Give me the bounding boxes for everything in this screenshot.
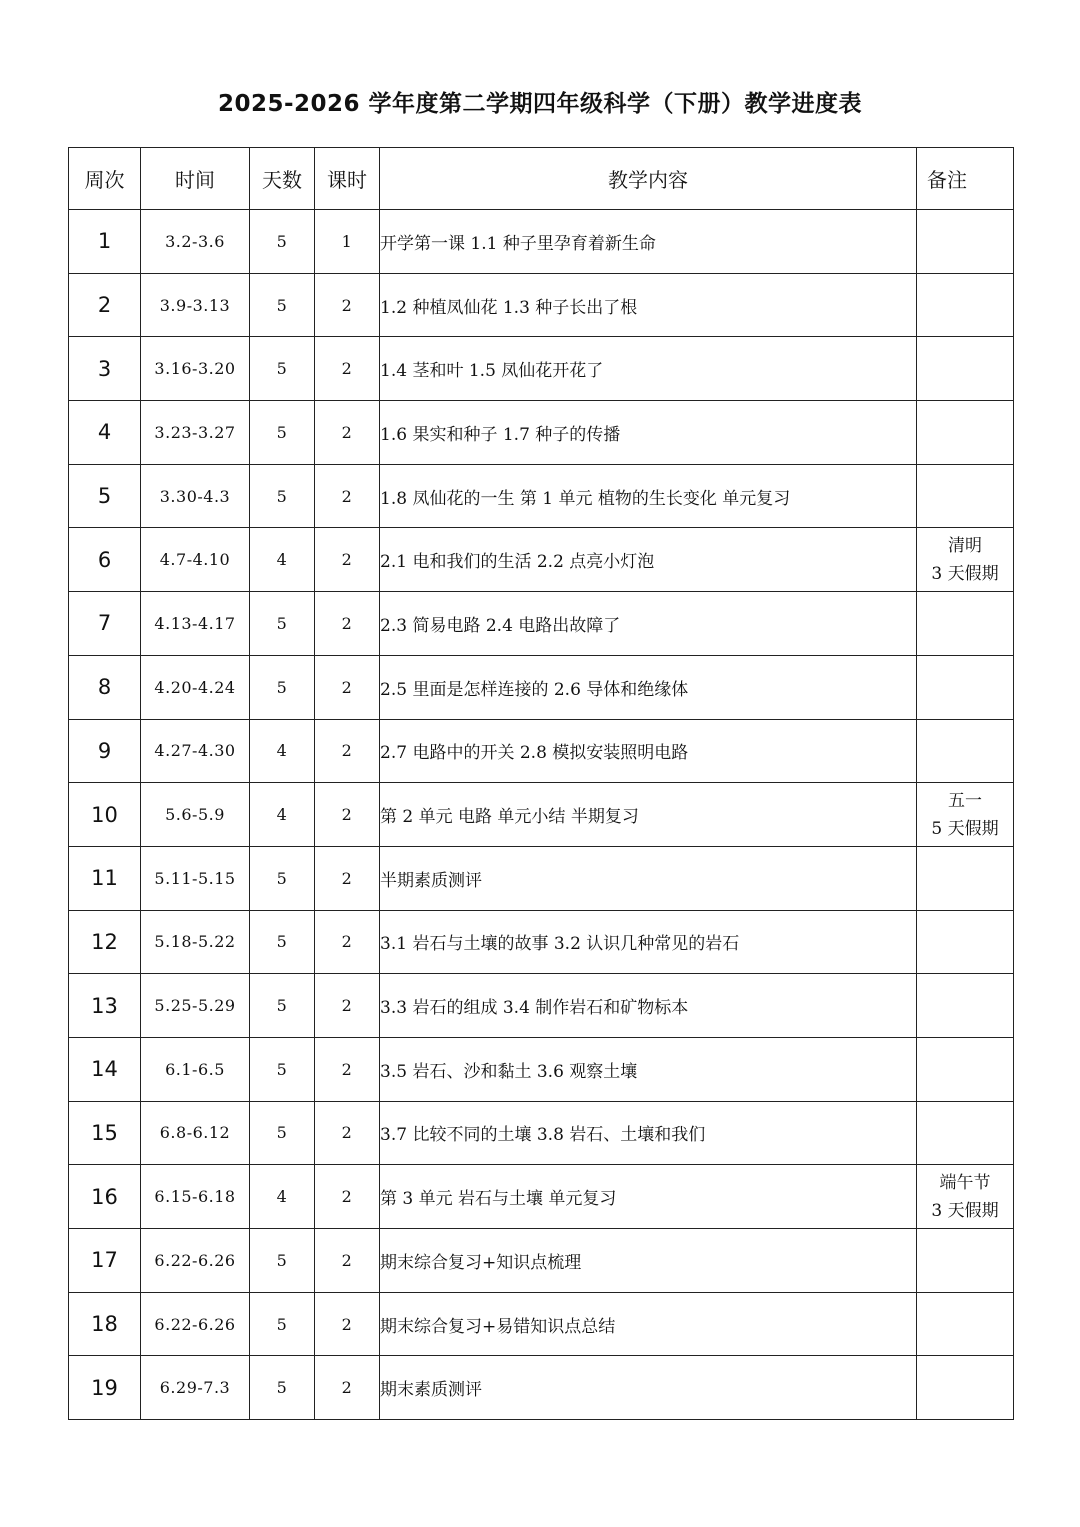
- content-cell: 期末综合复习+知识点梳理: [380, 1229, 917, 1293]
- table-row: [69, 337, 1014, 401]
- table-body: [69, 210, 1014, 1420]
- header-hours: 课时: [315, 148, 380, 210]
- week-cell: 7: [69, 592, 141, 656]
- week-cell: 6: [69, 528, 141, 592]
- content-cell: 2.1 电和我们的生活 2.2 点亮小灯泡: [380, 528, 917, 592]
- days-cell: 5: [250, 337, 315, 401]
- week-cell: 14: [69, 1037, 141, 1101]
- hours-cell: 2: [315, 1037, 380, 1101]
- table-row: [69, 592, 1014, 656]
- table-row: [69, 1037, 1014, 1101]
- note-cell: [917, 910, 1014, 974]
- note-line: 3 天假期: [931, 1200, 999, 1221]
- content-cell: 3.3 岩石的组成 3.4 制作岩石和矿物标本: [380, 974, 917, 1038]
- hours-cell: 2: [315, 592, 380, 656]
- hours-cell: 2: [315, 1292, 380, 1356]
- table-row: [69, 846, 1014, 910]
- note-line: 5 天假期: [931, 818, 999, 839]
- hours-cell: 2: [315, 401, 380, 465]
- note-cell: [917, 783, 1014, 847]
- days-cell: 5: [250, 846, 315, 910]
- content-cell: 期末素质测评: [380, 1356, 917, 1420]
- days-cell: 5: [250, 273, 315, 337]
- week-cell: 19: [69, 1356, 141, 1420]
- date-cell: 5.25-5.29: [141, 974, 250, 1038]
- content-cell: 半期素质测评: [380, 846, 917, 910]
- hours-cell: 2: [315, 273, 380, 337]
- hours-cell: 2: [315, 1229, 380, 1293]
- date-cell: 4.7-4.10: [141, 528, 250, 592]
- days-cell: 5: [250, 1037, 315, 1101]
- week-cell: 10: [69, 783, 141, 847]
- table-row: [69, 719, 1014, 783]
- teaching-schedule-table: [68, 147, 1014, 1420]
- week-cell: 1: [69, 210, 141, 274]
- note-cell: [917, 1037, 1014, 1101]
- note-cell: [917, 592, 1014, 656]
- table-row: [69, 464, 1014, 528]
- content-cell: 1.2 种植凤仙花 1.3 种子长出了根: [380, 273, 917, 337]
- week-cell: 16: [69, 1165, 141, 1229]
- week-cell: 2: [69, 273, 141, 337]
- content-cell: 3.5 岩石、沙和黏土 3.6 观察土壤: [380, 1037, 917, 1101]
- hours-cell: 2: [315, 1356, 380, 1420]
- note-cell: [917, 273, 1014, 337]
- week-cell: 15: [69, 1101, 141, 1165]
- table-row: [69, 1165, 1014, 1229]
- hours-cell: 2: [315, 464, 380, 528]
- content-cell: 3.7 比较不同的土壤 3.8 岩石、土壤和我们: [380, 1101, 917, 1165]
- week-cell: 3: [69, 337, 141, 401]
- table-row: [69, 1229, 1014, 1293]
- date-cell: 3.23-3.27: [141, 401, 250, 465]
- note-line: 五一: [948, 790, 982, 811]
- days-cell: 5: [250, 210, 315, 274]
- note-cell: [917, 655, 1014, 719]
- hours-cell: 2: [315, 655, 380, 719]
- date-cell: 3.9-3.13: [141, 273, 250, 337]
- days-cell: 5: [250, 655, 315, 719]
- week-cell: 9: [69, 719, 141, 783]
- content-cell: 2.5 里面是怎样连接的 2.6 导体和绝缘体: [380, 655, 917, 719]
- note-cell: [917, 1165, 1014, 1229]
- date-cell: 4.20-4.24: [141, 655, 250, 719]
- note-cell: [917, 464, 1014, 528]
- hours-cell: 2: [315, 337, 380, 401]
- table-row: [69, 1356, 1014, 1420]
- content-cell: 2.7 电路中的开关 2.8 模拟安装照明电路: [380, 719, 917, 783]
- date-cell: 5.18-5.22: [141, 910, 250, 974]
- days-cell: 4: [250, 719, 315, 783]
- table-row: [69, 783, 1014, 847]
- content-cell: 开学第一课 1.1 种子里孕育着新生命: [380, 210, 917, 274]
- week-cell: 17: [69, 1229, 141, 1293]
- hours-cell: 2: [315, 846, 380, 910]
- table-row: [69, 910, 1014, 974]
- week-cell: 12: [69, 910, 141, 974]
- header-days: 天数: [250, 148, 315, 210]
- content-cell: 1.6 果实和种子 1.7 种子的传播: [380, 401, 917, 465]
- table-row: [69, 974, 1014, 1038]
- days-cell: 5: [250, 401, 315, 465]
- date-cell: 3.16-3.20: [141, 337, 250, 401]
- days-cell: 5: [250, 592, 315, 656]
- date-cell: 6.8-6.12: [141, 1101, 250, 1165]
- week-cell: 5: [69, 464, 141, 528]
- note-cell: [917, 1292, 1014, 1356]
- date-cell: 6.1-6.5: [141, 1037, 250, 1101]
- header-note: 备注: [917, 148, 1014, 210]
- days-cell: 5: [250, 974, 315, 1038]
- note-cell: [917, 337, 1014, 401]
- date-cell: 4.13-4.17: [141, 592, 250, 656]
- week-cell: 4: [69, 401, 141, 465]
- note-cell: [917, 719, 1014, 783]
- week-cell: 13: [69, 974, 141, 1038]
- days-cell: 5: [250, 910, 315, 974]
- content-cell: 第 3 单元 岩石与土壤 单元复习: [380, 1165, 917, 1229]
- note-cell: [917, 401, 1014, 465]
- note-line: 清明: [948, 535, 982, 556]
- content-cell: 第 2 单元 电路 单元小结 半期复习: [380, 783, 917, 847]
- days-cell: 5: [250, 1292, 315, 1356]
- note-cell: [917, 528, 1014, 592]
- content-cell: 2.3 简易电路 2.4 电路出故障了: [380, 592, 917, 656]
- days-cell: 5: [250, 1356, 315, 1420]
- note-cell: [917, 1229, 1014, 1293]
- note-cell: [917, 210, 1014, 274]
- document-title: 2025-2026 学年度第二学期四年级科学（下册）教学进度表: [217, 91, 863, 117]
- days-cell: 5: [250, 464, 315, 528]
- days-cell: 4: [250, 528, 315, 592]
- header-date: 时间: [141, 148, 250, 210]
- hours-cell: 2: [315, 719, 380, 783]
- hours-cell: 2: [315, 783, 380, 847]
- date-cell: 6.15-6.18: [141, 1165, 250, 1229]
- table-header: [69, 148, 1014, 210]
- note-line: 3 天假期: [931, 563, 999, 584]
- content-cell: 期末综合复习+易错知识点总结: [380, 1292, 917, 1356]
- table-row: [69, 1101, 1014, 1165]
- days-cell: 5: [250, 1101, 315, 1165]
- date-cell: 6.22-6.26: [141, 1229, 250, 1293]
- table-row: [69, 273, 1014, 337]
- table-row: [69, 401, 1014, 465]
- header-content: 教学内容: [380, 148, 917, 210]
- days-cell: 4: [250, 1165, 315, 1229]
- note-cell: [917, 974, 1014, 1038]
- date-cell: 6.22-6.26: [141, 1292, 250, 1356]
- hours-cell: 1: [315, 210, 380, 274]
- hours-cell: 2: [315, 528, 380, 592]
- header-week: 周次: [69, 148, 141, 210]
- date-cell: 3.2-3.6: [141, 210, 250, 274]
- days-cell: 5: [250, 1229, 315, 1293]
- content-cell: 1.8 凤仙花的一生 第 1 单元 植物的生长变化 单元复习: [380, 464, 917, 528]
- note-cell: [917, 1356, 1014, 1420]
- hours-cell: 2: [315, 910, 380, 974]
- hours-cell: 2: [315, 1165, 380, 1229]
- table-row: [69, 655, 1014, 719]
- date-cell: 5.6-5.9: [141, 783, 250, 847]
- header-row: [69, 148, 1014, 210]
- content-cell: 3.1 岩石与土壤的故事 3.2 认识几种常见的岩石: [380, 910, 917, 974]
- content-cell: 1.4 茎和叶 1.5 凤仙花开花了: [380, 337, 917, 401]
- days-cell: 4: [250, 783, 315, 847]
- hours-cell: 2: [315, 1101, 380, 1165]
- table-row: [69, 1292, 1014, 1356]
- week-cell: 11: [69, 846, 141, 910]
- week-cell: 18: [69, 1292, 141, 1356]
- note-line: 端午节: [939, 1172, 991, 1193]
- date-cell: 3.30-4.3: [141, 464, 250, 528]
- table-row: [69, 528, 1014, 592]
- date-cell: 4.27-4.30: [141, 719, 250, 783]
- note-cell: [917, 1101, 1014, 1165]
- note-cell: [917, 846, 1014, 910]
- hours-cell: 2: [315, 974, 380, 1038]
- table-row: [69, 210, 1014, 274]
- week-cell: 8: [69, 655, 141, 719]
- date-cell: 6.29-7.3: [141, 1356, 250, 1420]
- date-cell: 5.11-5.15: [141, 846, 250, 910]
